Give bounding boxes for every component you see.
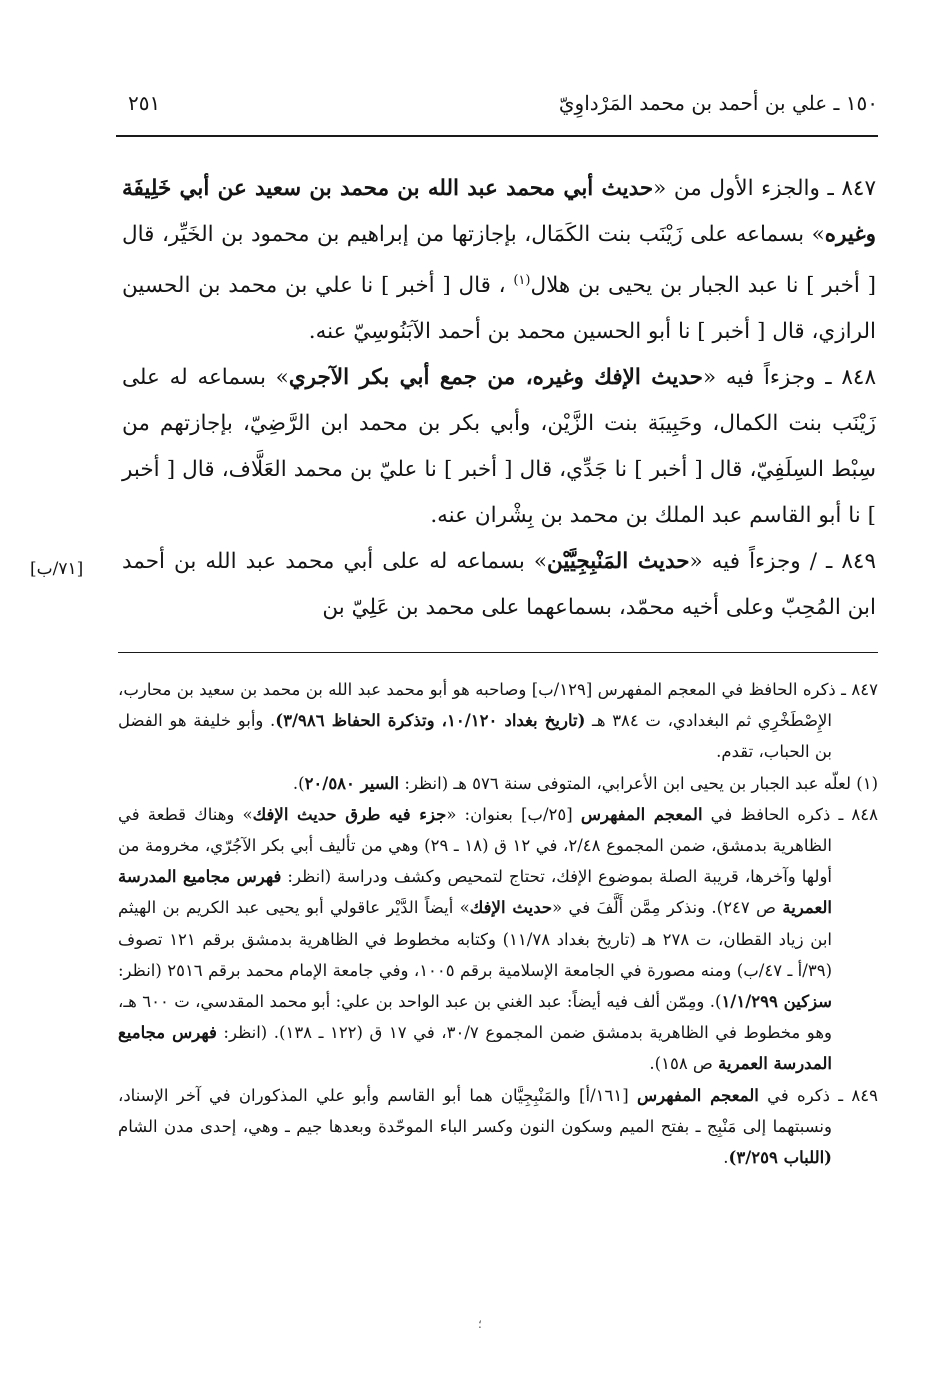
footnote-text: » وهناك قطعة في الظاهرية بدمشق، ضمن المجموع ٢/٤٨، في ١٢ ق (١٨ ـ ٢٩) وهي من تأليف أبي بكر الآجُرّي، مخرومة من أولها وآخرها، قريبة الصلة بموضوع الإفك، تحتاج لتمحيص وكشف ودراسة (انظر: [118,804,832,887]
footnote-text: » أيضاً الدَّيْر عاقولي أبو يحيى عبد الكريم بن الهيثم ابن زياد القطان، ت ٢٧٨ هـ (تاريخ بغداد ١١/٧٨) وكتابه مخطوط في الظاهرية بدمشق برقم ١٢١ تصوف (٣٩/أ ـ ٤٧/ب) ومنه مصورة في الجامعة الإسلامية برقم ١٠٠٥، وفي جامعة الإمام محمد برقم ٢٥١٦ (انظر: [118,898,833,980]
footnote-citation: فهرس مجاميع المدرسة العمرية [118,867,833,918]
footnote-citation: (اللباب ٣/٢٥٩) [728,1148,832,1168]
entry-title: حديث أبي محمد عبد الله بن محمد بن سعيد عن أبي خَلِيفَة وغيره [122,176,876,247]
footnote-citation: سزكين ١/١/٢٩٩ [721,992,832,1012]
footnote-848 [118,799,878,1080]
main-text [122,166,876,631]
entry-849 [122,539,876,631]
footnote-text: [١٦١/أ] والمَنْبِجِيَّان هما أبو القاسم وأبو علي المذكوران في آخر الإسناد، ونسبتهما إلى مَنْبِج ـ بفتح الميم وسكون النون وكسر الباء الموحّدة وبعدها جيم ـ وهي، إحدى مدن الشام [118,1085,832,1136]
bottom-mark: ؛ [478,1317,482,1331]
footnote-citation: المعجم المفهرس [580,804,703,824]
entry-848 [122,355,876,539]
page-header [118,86,878,122]
footnote-text: ص ١٥٨). [649,1054,719,1074]
footnote-citation: جزء فيه طرق حديث الإفك [252,804,447,824]
footnote-citation: المعجم المفهرس [636,1085,759,1105]
manuscript-folio-note: [٧١/ب] [30,559,84,579]
footnote-text: ٨٤٨ ـ ذكره الحافظ في [702,804,879,824]
entry-text: » بسماعه له على أبي محمد عبد الله بن أحمد ابن المُحِبّ وعلى أخيه محمّد، بسماعهما على محمد بن عَلِيّ بن [122,549,876,621]
entry-text: ٨٤٩ ـ / وجزءاً فيه « [689,549,876,575]
footnote-text: (١) لعلّه عبد الجبار بن يحيى ابن الأعرابي، المتوفى سنة ٥٧٦ هـ (انظر: [399,773,878,793]
footnote-citation: (تاريخ بغداد ١٠/١٢٠، وتذكرة الحفاظ ٣/٩٨٦) [275,711,586,731]
footnote-text: ). ومِمّن ألف فيه أيضاً: عبد الغني بن عبد الواحد بن علي: أبو محمد المقدسي، ت ٦٠٠ هـ، وهو مخطوط في الظاهرية بدمشق ضمن المجموع ٣٠/٧، في ١٧ ق (١٢٢ ـ ١٣٨). (انظر: [118,992,832,1043]
footnote-citation: حديث الإفك [469,898,553,918]
entry-847 [122,166,876,355]
footnotes [118,674,878,1173]
entry-text: ، قال [ أخبر ] نا علي بن محمد بن الحسين الرازي، قال [ أخبر ] نا أبو الحسين محمد بن أحمد الآبَنُوسِيّ عنه. [122,273,876,345]
running-title: ١٥٠ ـ علي بن أحمد بن محمد المَرْداوِيّ [558,91,878,115]
footnote-847 [118,674,878,768]
footnote-citation: السير ٢٠/٥٨٠ [304,773,400,793]
footnote-text: ص ٢٤٧). ونذكر مِمَّن أَلَّفَ في « [552,898,783,918]
entry-text: ٨٤٨ ـ وجزءاً فيه « [702,365,876,391]
footnote-ref: (١) [513,273,531,288]
entry-title: حديث المَنْبِجِيَّيْن [547,549,690,575]
entry-text: » بسماعه له على زَيْنَب بنت الكمال، وحَبِيبَة بنت الزَّيْن، وأبي بكر بن محمد ابن الرَّضِيّ، بإجازتهم من سِبْط السِلَفِيّ، قال [ أخبر ] نا جَدِّي، قال [ أخبر ] نا عليّ بن محمد العَلَّاف، قال [ أخبر ] نا أبو القاسم عبد الملك بن محمد بن بِشْران عنه. [122,365,876,529]
entry-text: ٨٤٧ ـ والجزء الأول من « [653,176,876,201]
footnote-text: . وأبو خليفة هو الفضل بن الحباب، تقدم. [118,711,832,762]
footnote-text: ). [292,773,305,793]
footnote-1 [118,768,878,799]
footnote-text: ٨٤٧ ـ ذكره الحافظ في المعجم المفهرس [١٢٩/ب] وصاحبه هو أبو محمد عبد الله بن محمد بن سعيد بن محارب، الإِصْطَخْرِي ثم البغدادي، ت ٣٨٤ هـ [118,680,878,731]
page-number: ٢٥١ [128,91,161,115]
footnote-text: . [723,1148,729,1168]
footnote-849 [118,1080,878,1174]
entry-text: » بسماعه على زَيْنَب بنت الكَمَال، بإجازتها من إبراهيم بن محمود بن الخَيِّر، قال [ أخبر ] نا عبد الجبار بن يحيى بن هلال [122,222,877,299]
footnote-citation: فهرس مجاميع المدرسة العمرية [118,1023,832,1074]
footnote-text: ٨٤٩ ـ ذكره في [758,1085,878,1105]
header-rule [116,135,878,137]
entry-title: حديث الإفك وغيره، من جمع أبي بكر الآجري [288,365,703,391]
footnote-text: [٢٥/ب] بعنوان: « [446,804,581,824]
footnote-separator [118,652,878,653]
